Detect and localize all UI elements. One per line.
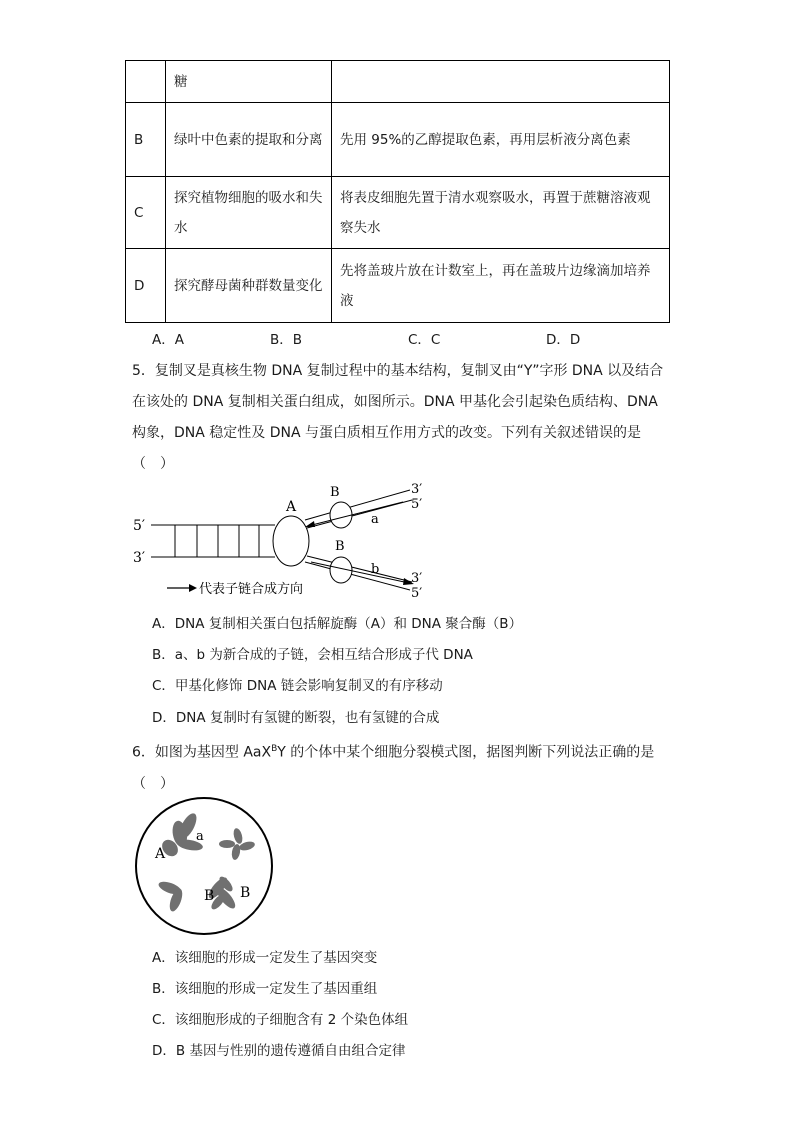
q4-choice-d[interactable]: D．D (546, 332, 581, 348)
cell-label-B1: B (204, 888, 215, 904)
q6-genotype-sup: B (271, 744, 278, 754)
q5-paren: （ ） (132, 456, 174, 472)
q4-choice-c[interactable]: C．C (408, 332, 441, 348)
q6-option-a[interactable]: A．该细胞的形成一定发生了基因突变 (152, 950, 378, 966)
label-A: A (286, 499, 297, 515)
row-experiment: 探究植物细胞的吸水和失水 (166, 177, 332, 249)
q6-paren: （ ） (132, 775, 174, 792)
row-label (126, 61, 166, 103)
cell-label-a: a (196, 829, 204, 844)
label-B-bottom: B (335, 539, 345, 554)
row-experiment: 糖 (166, 61, 332, 103)
label-5prime-bottom-right: 5′ (411, 586, 423, 601)
cell-division-diagram (130, 796, 278, 936)
label-3prime-left: 3′ (133, 550, 146, 566)
table-row (126, 249, 670, 323)
daughter-strand-b (311, 562, 409, 583)
helicase-ellipse (273, 516, 309, 566)
q6-line-1-pre: 6．如图为基因型 AaX (132, 744, 272, 761)
row-label: D (126, 249, 166, 323)
legend-arrowhead (189, 584, 197, 592)
q6-line-1-post: Y 的个体中某个细胞分裂模式图，据图判断下列说法正确的是 (277, 744, 655, 761)
q6-option-b[interactable]: B．该细胞的形成一定发生了基因重组 (152, 981, 378, 997)
experiment-table (125, 60, 670, 323)
row-method: 先将盖玻片放在计数室上，再在盖玻片边缘滴加培养液 (332, 249, 670, 323)
legend-text: 代表子链合成方向 (199, 582, 304, 597)
q5-option-b[interactable]: B．a、b 为新合成的子链，会相互结合形成子代 DNA (152, 647, 473, 663)
table-row (126, 103, 670, 177)
table-row (126, 177, 670, 249)
row-method (332, 61, 670, 103)
label-a: a (371, 512, 379, 527)
row-experiment: 探究酵母菌种群数量变化 (166, 249, 332, 323)
q5-line-1: 5．复制叉是真核生物 DNA 复制过程中的基本结构，复制叉由“Y”字形 DNA 以及结合 (132, 363, 664, 379)
q5-option-c[interactable]: C．甲基化修饰 DNA 链会影响复制叉的有序移动 (152, 678, 443, 694)
polymerase-upper (330, 502, 352, 528)
table-row (126, 61, 670, 103)
replication-fork-diagram (125, 478, 445, 606)
q5-option-d[interactable]: D．DNA 复制时有氢键的断裂，也有氢键的合成 (152, 710, 440, 726)
q6-line-1 (132, 734, 672, 769)
q4-choice-b[interactable]: B．B (270, 332, 303, 348)
fork-lower-strand-2 (305, 562, 410, 590)
q6-option-d[interactable]: D．B 基因与性别的遗传遵循自由组合定律 (152, 1043, 406, 1059)
fork-lower-strand-1 (307, 556, 412, 582)
cell-label-B2: B (240, 885, 251, 901)
label-5prime-top-right: 5′ (411, 497, 423, 512)
q6-option-c[interactable]: C．该细胞形成的子细胞含有 2 个染色体组 (152, 1012, 409, 1028)
label-B-top: B (330, 485, 340, 500)
label-3prime-bottom-right: 3′ (411, 571, 423, 586)
q5-line-2: 在该处的 DNA 复制相关蛋白组成，如图所示。DNA 甲基化会引起染色质结构、DNA (132, 394, 658, 410)
cell-label-A: A (155, 846, 166, 862)
row-method: 将表皮细胞先置于清水观察吸水，再置于蔗糖溶液观察失水 (332, 177, 670, 249)
q5-option-a[interactable]: A．DNA 复制相关蛋白包括解旋酶（A）和 DNA 聚合酶（B） (152, 616, 523, 632)
cell-membrane (136, 798, 272, 934)
row-label: C (126, 177, 166, 249)
label-5prime-left: 5′ (133, 518, 146, 534)
label-b: b (371, 562, 380, 577)
q5-line-3: 构象，DNA 稳定性及 DNA 与蛋白质相互作用方式的改变。下列有关叙述错误的是 (132, 425, 642, 441)
row-experiment: 绿叶中色素的提取和分离 (166, 103, 332, 177)
q4-choice-a[interactable]: A．A (152, 332, 184, 348)
arrowhead-a (305, 521, 315, 527)
q5-stem (132, 356, 672, 480)
row-label: B (126, 103, 166, 177)
base-pair-rungs (175, 525, 259, 557)
q6-stem (132, 734, 672, 800)
row-method: 先用 95%的乙醇提取色素，再用层析液分离色素 (332, 103, 670, 177)
label-3prime-top-right: 3′ (411, 482, 423, 497)
